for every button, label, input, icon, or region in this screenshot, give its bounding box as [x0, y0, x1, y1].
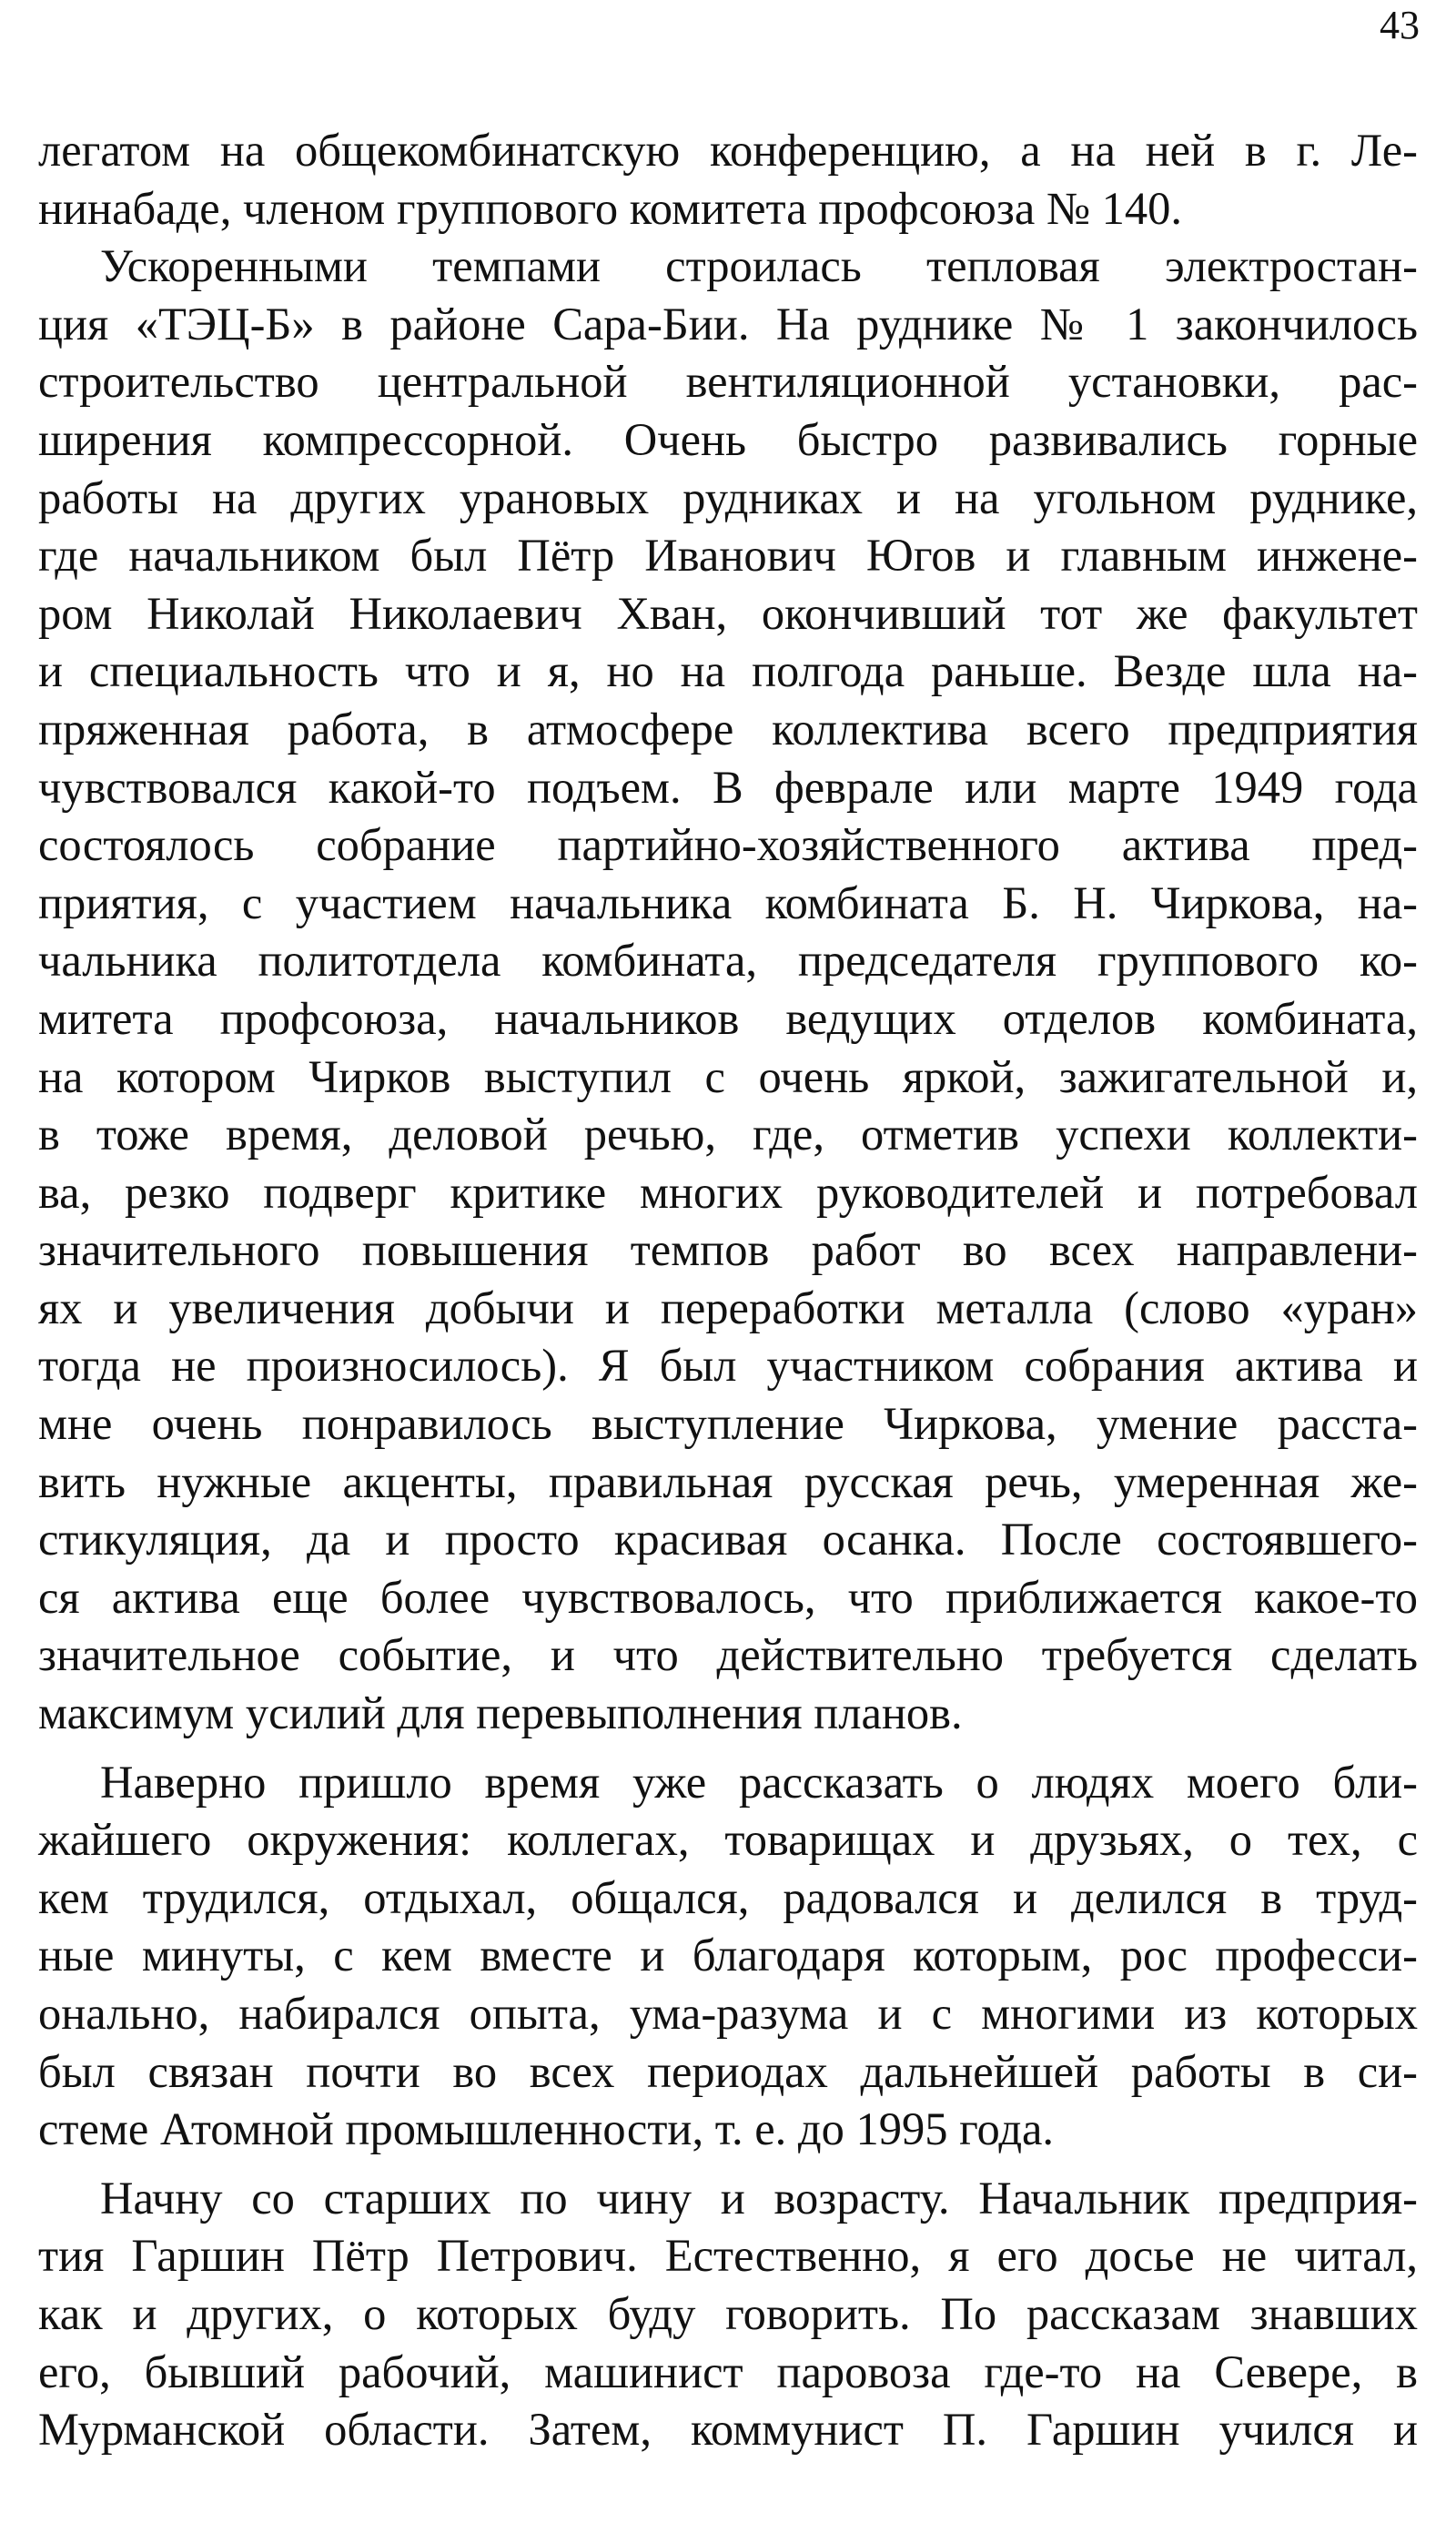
text-line: работы на других урановых рудниках и на угольном руднике, — [38, 471, 1418, 523]
text-line: его, бывший рабочий, машинист паровоза где-то на Севере, в — [38, 2346, 1418, 2397]
text-line: ция «ТЭЦ-Б» в районе Сара-Бии. На руднике № 1 закончилось — [38, 298, 1418, 350]
text-line: состоялось собрание партийно-хозяйственного актива пред- — [38, 819, 1418, 871]
text-line: кем трудился, отдыхал, общался, радовался и делился в труд- — [38, 1871, 1418, 1923]
text-line: митета профсоюза, начальников ведущих отделов комбината, — [38, 992, 1418, 1044]
text-line: Ускоренными темпами строилась тепловая электростан- — [100, 240, 1418, 292]
text-line: был связан почти во всех периодах дальнейшей работы в си- — [38, 2045, 1418, 2097]
text-line: ся актива еще более чувствовалось, что приближается какое-то — [38, 1571, 1418, 1623]
text-line: пряженная работа, в атмосфере коллектива всего предприятия — [38, 703, 1418, 755]
text-line: и специальность что и я, но на полгода раньше. Везде шла на- — [38, 645, 1418, 697]
text-line: Начну со старших по чину и возрасту. Начальник предприя- — [100, 2172, 1418, 2224]
text-line: вить нужные акценты, правильная русская речь, умеренная же- — [38, 1455, 1418, 1507]
text-line: значительное событие, и что действительно требуется сделать — [38, 1629, 1418, 1681]
text-line: тогда не произносилось). Я был участником собрания актива и — [38, 1340, 1418, 1392]
text-line: онально, набирался опыта, ума-разума и с многими из которых — [38, 1988, 1418, 2039]
text-line: мне очень понравилось выступление Чиркова, умение расста- — [38, 1398, 1418, 1450]
text-line: нинабаде, членом группового комитета профсоюза № 140. — [38, 182, 1183, 234]
text-line: ные минуты, с кем вместе и благодаря которым, рос професси- — [38, 1930, 1418, 1981]
paragraph-3 — [38, 1754, 1418, 2159]
text-line: ширения компрессорной. Очень быстро развивались горные — [38, 413, 1418, 465]
text-line: в тоже время, деловой речью, где, отметив успехи коллекти- — [38, 1109, 1418, 1160]
text-line: ях и увеличения добычи и переработки металла (слово «уран» — [38, 1282, 1418, 1333]
paragraph-4 — [38, 2170, 1418, 2459]
text-line: ва, резко подверг критике многих руководителей и потребовал — [38, 1166, 1418, 1218]
text-line: Мурманской области. Затем, коммунист П. Гаршин учился и — [38, 2404, 1418, 2456]
text-line: легатом на общекомбинатскую конференцию, а на ней в г. Ле- — [38, 125, 1418, 176]
text-line: как и других, о которых буду говорить. По рассказам знавших — [38, 2287, 1418, 2339]
text-line: максимум усилий для перевыполнения планов. — [38, 1687, 963, 1739]
text-line: чальника политотдела комбината, председателя группового ко- — [38, 935, 1418, 987]
paragraph-2 — [38, 238, 1418, 1742]
page-number: 43 — [1380, 3, 1420, 47]
text-line: значительного повышения темпов работ во всех направлени- — [38, 1224, 1418, 1276]
text-line: стеме Атомной промышленности, т. е. до 1995 года. — [38, 2103, 1055, 2155]
text-line: Наверно пришло время уже рассказать о людях моего бли- — [100, 1756, 1418, 1808]
text-line: на котором Чирков выступил с очень яркой, зажигательной и, — [38, 1050, 1418, 1102]
text-line: приятия, с участием начальника комбината Б. Н. Чиркова, на- — [38, 876, 1418, 928]
body-text — [38, 122, 1418, 2459]
text-line: тия Гаршин Пётр Петрович. Естественно, я его досье не читал, — [38, 2230, 1418, 2282]
text-line: строительство центральной вентиляционной установки, рас- — [38, 356, 1418, 408]
text-line: чувствовался какой-то подъем. В феврале или марте 1949 года — [38, 761, 1418, 813]
text-line: жайшего окружения: коллегах, товарищах и друзьях, о тех, с — [38, 1814, 1418, 1866]
text-line: стикуляция, да и просто красивая осанка. После состоявшего- — [38, 1514, 1418, 1565]
text-line: ром Николай Николаевич Хван, окончивший тот же факультет — [38, 587, 1418, 639]
paragraph-1 — [38, 122, 1418, 238]
text-line: где начальником был Пётр Иванович Югов и главным инжене- — [38, 530, 1418, 582]
